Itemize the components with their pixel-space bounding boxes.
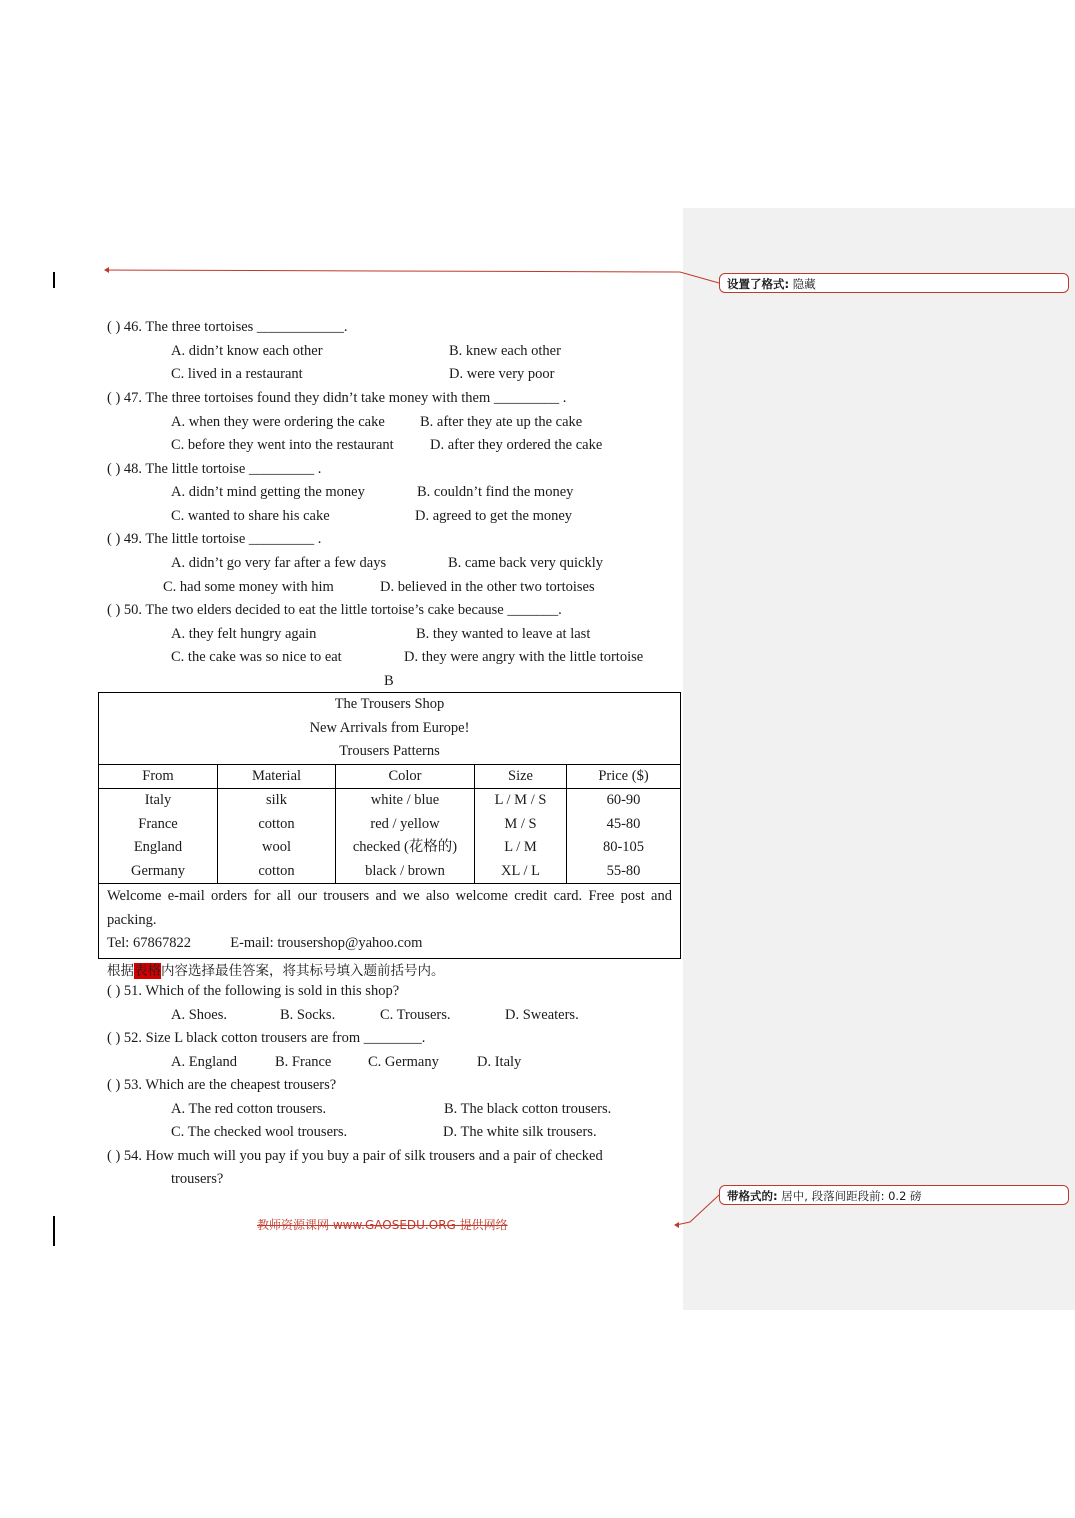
question-50: ( ) 50. The two elders decided to eat the little tortoise’s cake because _______. bbox=[107, 602, 562, 618]
order-note: Welcome e-mail orders for all our trousers and we also welcome credit card. Free post and packing. bbox=[107, 888, 672, 928]
option: A. Shoes. bbox=[171, 1007, 227, 1023]
telephone: Tel: 67867822 bbox=[107, 935, 191, 951]
deleted-footer-text: 教师资源课网 www.GAOSEDU.ORG 提供网络 bbox=[257, 1218, 508, 1232]
table-body bbox=[99, 788, 680, 883]
option: B. couldn’t find the money bbox=[417, 484, 574, 500]
option: C. had some money with him bbox=[163, 579, 334, 595]
option: B. after they ate up the cake bbox=[420, 414, 583, 430]
option: A. didn’t mind getting the money bbox=[171, 484, 365, 500]
table-footer bbox=[99, 883, 680, 958]
column-header: Size bbox=[474, 765, 566, 789]
comment-label: 带格式的: bbox=[727, 1189, 778, 1203]
option: D. Italy bbox=[477, 1054, 522, 1070]
table-cell: M / S bbox=[504, 815, 537, 832]
table-cell: silk bbox=[266, 792, 287, 808]
question-51: ( ) 51. Which of the following is sold in this shop? bbox=[107, 983, 400, 999]
column-header-row bbox=[99, 764, 680, 789]
table-caption: Trousers Patterns bbox=[339, 743, 440, 759]
table-cell: 45-80 bbox=[606, 815, 641, 832]
option: C. The checked wool trousers. bbox=[171, 1124, 348, 1140]
option: C. wanted to share his cake bbox=[171, 508, 330, 524]
option: D. believed in the other two tortoises bbox=[380, 579, 595, 595]
question-53: ( ) 53. Which are the cheapest trousers? bbox=[107, 1077, 337, 1093]
instruction-pre: 根据 bbox=[107, 963, 134, 979]
option: B. Socks. bbox=[280, 1007, 336, 1023]
question-49: ( ) 49. The little tortoise _________ . bbox=[107, 531, 322, 547]
table-cell: England bbox=[133, 839, 183, 855]
option: C. Germany bbox=[368, 1054, 439, 1070]
option: A. The red cotton trousers. bbox=[171, 1101, 327, 1117]
instruction bbox=[107, 959, 445, 979]
option: A. didn’t go very far after a few days bbox=[171, 555, 387, 571]
option: B. France bbox=[275, 1054, 332, 1070]
column-header: From bbox=[142, 767, 174, 784]
table-cell: wool bbox=[262, 839, 291, 855]
table-cell: cotton bbox=[258, 862, 295, 879]
column-header: Color bbox=[335, 765, 474, 789]
comment-label: 设置了格式: bbox=[727, 277, 790, 291]
option: A. didn’t know each other bbox=[171, 343, 323, 359]
option: D. they were angry with the little tortoise bbox=[404, 649, 644, 665]
question-54: ( ) 54. How much will you pay if you buy a pair of silk trousers and a pair of checked bbox=[107, 1148, 603, 1164]
comment-value: 隐藏 bbox=[792, 277, 816, 291]
section-label-b: B bbox=[384, 673, 394, 689]
option: A. England bbox=[171, 1054, 238, 1070]
option: D. agreed to get the money bbox=[415, 508, 573, 524]
table-cell: L / M bbox=[504, 839, 537, 855]
table-cell: XL / L bbox=[501, 862, 540, 879]
table-cell: checked (花格的) bbox=[352, 839, 458, 855]
highlighted-text: 表格 bbox=[134, 963, 161, 979]
format-comment-centered[interactable] bbox=[719, 1185, 1069, 1205]
table-cell: 55-80 bbox=[606, 862, 641, 879]
table-cell: France bbox=[138, 815, 178, 832]
table-cell: 60-90 bbox=[606, 792, 641, 808]
option: C. the cake was so nice to eat bbox=[171, 649, 342, 665]
table-cell: white / blue bbox=[370, 792, 440, 808]
question-48: ( ) 48. The little tortoise _________ . bbox=[107, 461, 322, 477]
column-from bbox=[99, 789, 217, 883]
option: D. Sweaters. bbox=[505, 1007, 579, 1023]
table-cell: black / brown bbox=[365, 862, 445, 879]
table-header bbox=[99, 693, 680, 764]
column-header: Material bbox=[217, 765, 335, 789]
shop-subtitle: New Arrivals from Europe! bbox=[309, 719, 470, 736]
email: E-mail: trousershop@yahoo.com bbox=[230, 935, 423, 951]
trousers-shop-table bbox=[98, 692, 681, 959]
table-cell: red / yellow bbox=[370, 815, 440, 832]
option: D. The white silk trousers. bbox=[443, 1124, 597, 1140]
option: C. before they went into the restaurant bbox=[171, 437, 394, 453]
option: C. Trousers. bbox=[380, 1007, 451, 1023]
option: B. The black cotton trousers. bbox=[444, 1101, 612, 1117]
option: B. they wanted to leave at last bbox=[416, 626, 591, 642]
table-cell: L / M / S bbox=[494, 792, 547, 808]
comment-value: 居中, 段落间距段前: 0.2 磅 bbox=[781, 1189, 922, 1203]
instruction-post: 内容选择最佳答案，将其标号填入题前括号内。 bbox=[161, 963, 445, 979]
column-price bbox=[566, 789, 680, 883]
column-size bbox=[474, 789, 566, 883]
contact-line bbox=[107, 932, 672, 956]
question-46: ( ) 46. The three tortoises ____________. bbox=[107, 319, 348, 335]
format-comment-hidden[interactable] bbox=[719, 273, 1069, 293]
table-cell: cotton bbox=[258, 815, 295, 832]
table-cell: Germany bbox=[131, 862, 185, 879]
question-54-continued: trousers? bbox=[171, 1171, 224, 1187]
option: C. lived in a restaurant bbox=[171, 366, 303, 382]
option: D. after they ordered the cake bbox=[430, 437, 603, 453]
column-material bbox=[217, 789, 335, 883]
column-color bbox=[335, 789, 474, 883]
table-cell: Italy bbox=[144, 792, 172, 808]
option: A. they felt hungry again bbox=[171, 626, 317, 642]
option: D. were very poor bbox=[449, 366, 555, 382]
question-47: ( ) 47. The three tortoises found they didn’t take money with them _________ . bbox=[107, 390, 567, 406]
question-52: ( ) 52. Size L black cotton trousers are from ________. bbox=[107, 1030, 426, 1046]
option: B. came back very quickly bbox=[448, 555, 604, 571]
option: B. knew each other bbox=[449, 343, 561, 359]
shop-title: The Trousers Shop bbox=[334, 696, 445, 712]
column-header: Price ($) bbox=[566, 765, 680, 789]
option: A. when they were ordering the cake bbox=[171, 414, 385, 430]
table-cell: 80-105 bbox=[602, 839, 645, 855]
